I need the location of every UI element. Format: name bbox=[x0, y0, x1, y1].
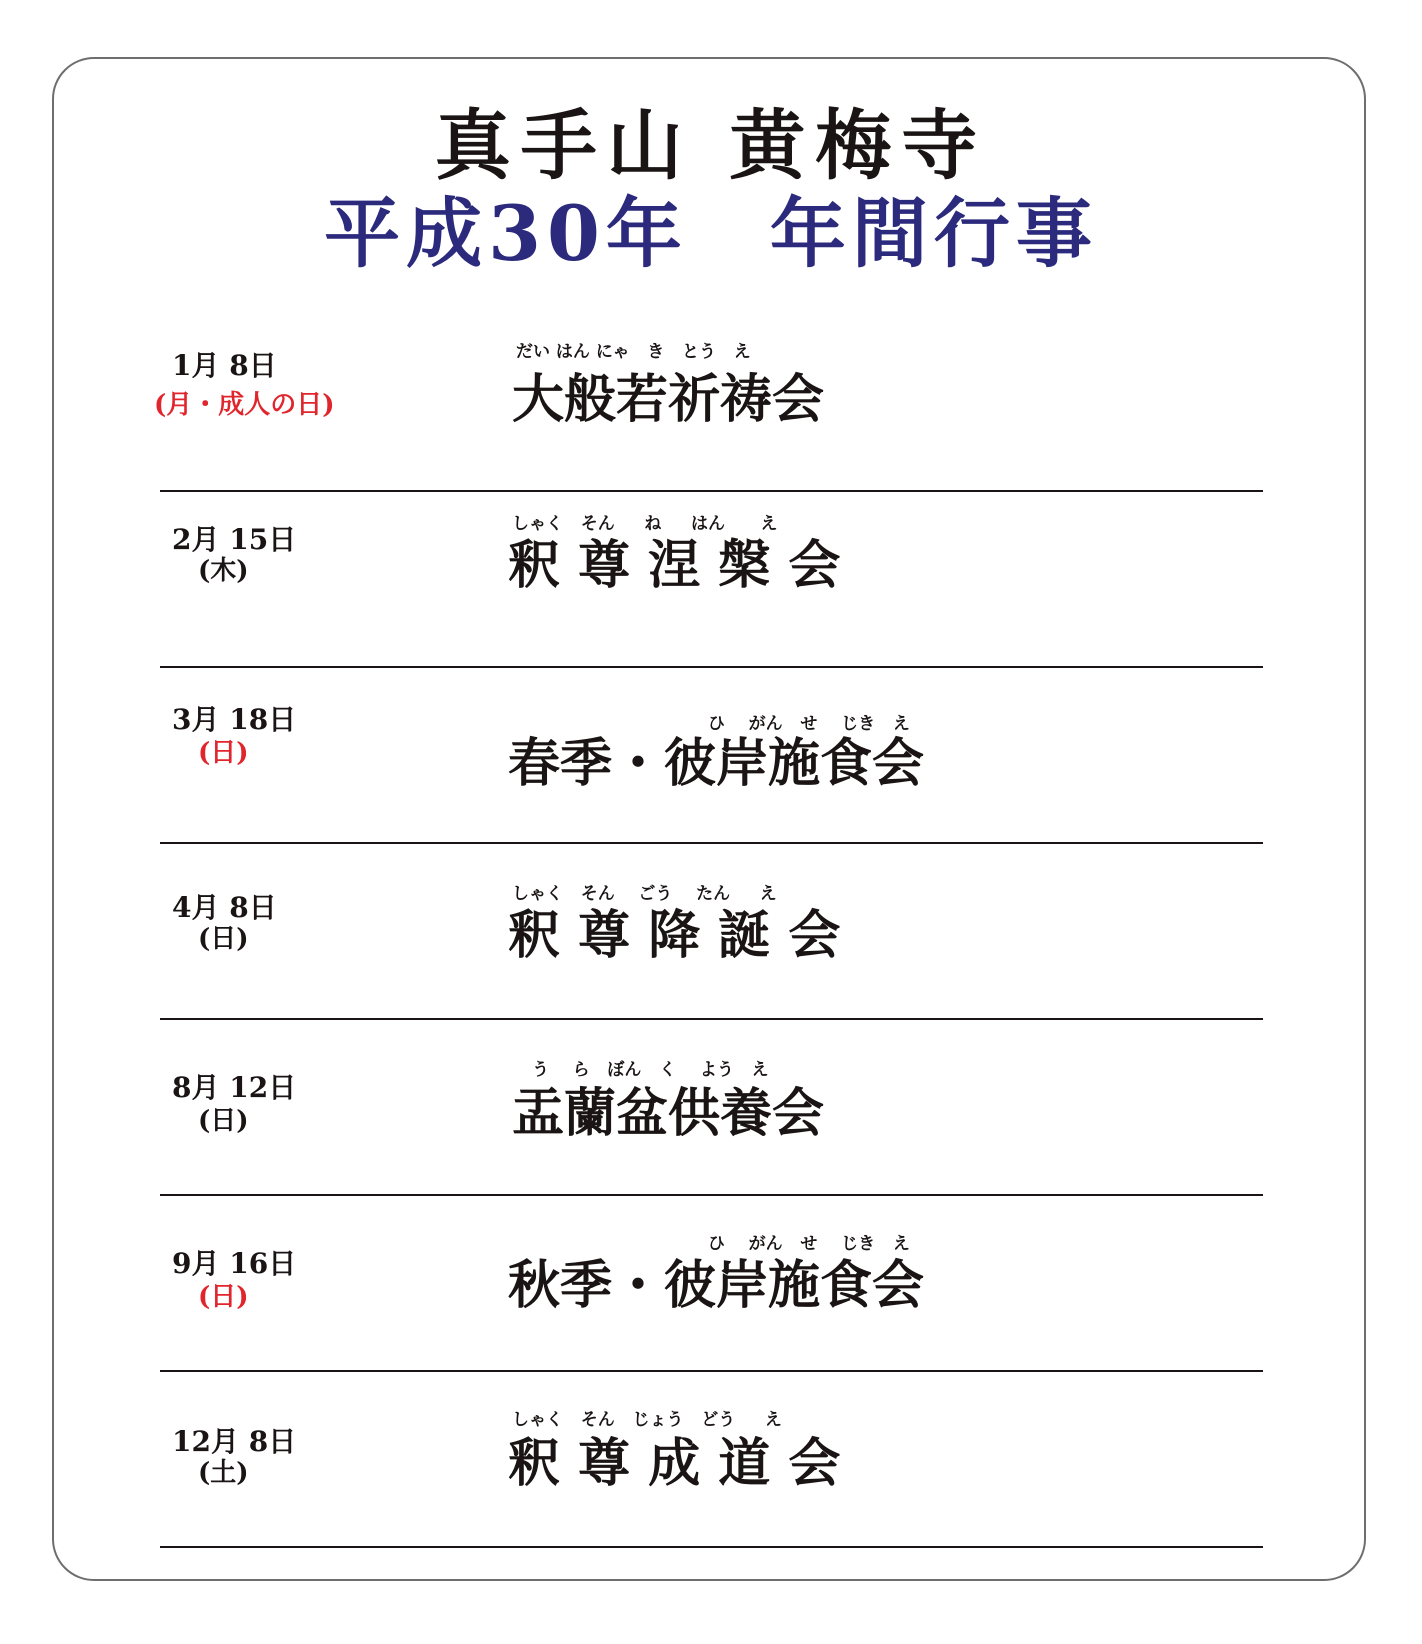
event-reading: しゃく そん ね はん え bbox=[512, 514, 778, 534]
event-reading: しゃく そん じょう どう え bbox=[512, 1410, 782, 1430]
event-reading: しゃく そん ごう たん え bbox=[512, 884, 777, 904]
event-reading: ひ がん せ じき え bbox=[708, 714, 910, 734]
schedule-title: 平成30年 年間行事 bbox=[324, 189, 1098, 278]
event-row bbox=[160, 1196, 1263, 1372]
event-row bbox=[160, 668, 1263, 844]
row-divider bbox=[160, 1546, 1263, 1548]
event-name: 盂蘭盆供養会 bbox=[512, 1083, 825, 1144]
event-day: (日) bbox=[198, 924, 249, 954]
event-reading: う ら ぼん く よう え bbox=[532, 1060, 769, 1080]
event-name: 大般若祈祷会 bbox=[512, 369, 825, 430]
event-row bbox=[154, 316, 1263, 492]
event-date: 4月 8日 bbox=[172, 891, 277, 924]
event-day: (月・成人の日) bbox=[154, 390, 335, 420]
event-name: 釈 尊 涅 槃 会 bbox=[508, 535, 841, 596]
event-row bbox=[160, 1020, 1263, 1196]
temple-name: 真手山 黄梅寺 bbox=[434, 101, 988, 190]
event-date: 8月 12日 bbox=[172, 1071, 297, 1104]
event-day: (日) bbox=[198, 1106, 249, 1136]
event-name: 釈 尊 成 道 会 bbox=[508, 1433, 841, 1494]
event-row bbox=[160, 1372, 1263, 1548]
event-day: (土) bbox=[198, 1458, 249, 1488]
event-row bbox=[160, 492, 1263, 668]
event-date: 3月 18日 bbox=[172, 703, 297, 736]
event-name: 春季・彼岸施食会 bbox=[508, 733, 925, 794]
event-row bbox=[160, 844, 1263, 1020]
event-date: 9月 16日 bbox=[172, 1247, 297, 1280]
event-name: 秋季・彼岸施食会 bbox=[508, 1255, 925, 1316]
event-day: (日) bbox=[198, 1282, 249, 1312]
event-date: 1月 8日 bbox=[172, 349, 277, 382]
event-date: 2月 15日 bbox=[172, 523, 297, 556]
event-name: 釈 尊 降 誕 会 bbox=[508, 905, 841, 966]
event-day: (木) bbox=[198, 556, 249, 586]
event-day: (日) bbox=[198, 738, 249, 768]
event-reading: だい はん にゃ き とう え bbox=[516, 342, 751, 362]
event-date: 12月 8日 bbox=[172, 1425, 297, 1458]
event-reading: ひ がん せ じき え bbox=[708, 1234, 910, 1254]
